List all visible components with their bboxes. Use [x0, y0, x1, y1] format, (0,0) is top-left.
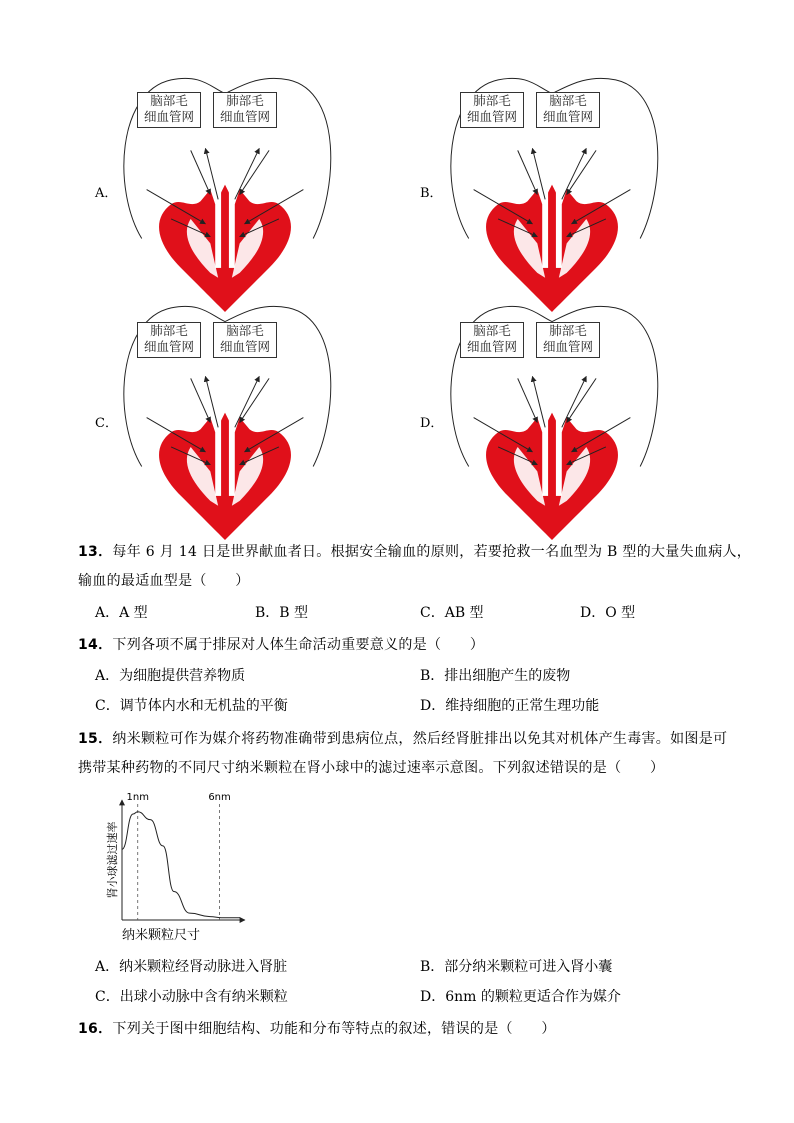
question-14: 14．下列各项不属于排尿对人体生命活动重要意义的是（ ）: [78, 637, 485, 653]
question-13: 13．每年 6 月 14 日是世界献血者日。根据安全输血的原则，若要抢救一名血型为 B 型的大量失血病人，: [78, 544, 752, 560]
option-a-letter: A．: [95, 186, 118, 201]
q15-option-c[interactable]: C．出球小动脉中含有纳米颗粒: [95, 989, 288, 1005]
option-b-left-box: 肺部毛 细血管网: [460, 92, 524, 128]
question-number: 14．: [78, 637, 113, 653]
option-c-left-box: 肺部毛 细血管网: [137, 322, 201, 358]
option-c-letter: C．: [95, 416, 118, 431]
question-number: 16．: [78, 1021, 113, 1037]
q15-option-d[interactable]: D．6nm 的颗粒更适合作为媒介: [420, 989, 621, 1005]
q14-option-b[interactable]: B．排出细胞产生的废物: [420, 668, 571, 684]
q14-option-c[interactable]: C．调节体内水和无机盐的平衡: [95, 698, 288, 714]
q13-option-c[interactable]: C．AB 型: [420, 605, 484, 621]
q15-option-b[interactable]: B．部分纳米颗粒可进入肾小囊: [420, 959, 613, 975]
q14-option-a[interactable]: A．为细胞提供营养物质: [95, 668, 246, 684]
marker-6nm-label: 6nm: [208, 792, 231, 803]
filtration-curve: [122, 812, 240, 918]
y-axis-label: 肾小球滤过速率: [106, 821, 119, 899]
option-b-letter: B．: [420, 186, 443, 201]
question-number: 15．: [78, 731, 113, 747]
q13-option-d[interactable]: D．O 型: [580, 605, 636, 621]
option-c-right-box: 脑部毛 细血管网: [213, 322, 277, 358]
question-15: 15．纳米颗粒可作为媒介将药物准确带到患病位点，然后经肾脏排出以免其对机体产生毒害。如图是可: [78, 731, 728, 747]
option-b-right-box: 脑部毛 细血管网: [536, 92, 600, 128]
q13-option-a[interactable]: A．A 型: [95, 605, 148, 621]
question-number: 13．: [78, 544, 113, 560]
question-16: 16．下列关于图中细胞结构、功能和分布等特点的叙述，错误的是（ ）: [78, 1021, 556, 1037]
x-axis-label: 纳米颗粒尺寸: [122, 928, 201, 943]
q13-option-b[interactable]: B．B 型: [255, 605, 309, 621]
marker-1nm-label: 1nm: [126, 792, 149, 803]
q15-option-a[interactable]: A．纳米颗粒经肾动脉进入肾脏: [95, 959, 288, 975]
option-a-right-box: 肺部毛 细血管网: [213, 92, 277, 128]
option-d-right-box: 肺部毛 细血管网: [536, 322, 600, 358]
filtration-rate-chart: [100, 788, 250, 943]
option-d-left-box: 脑部毛 细血管网: [460, 322, 524, 358]
option-d-letter: D．: [420, 416, 444, 431]
option-a-left-box: 脑部毛 细血管网: [137, 92, 201, 128]
question-13-line2: 输血的最适血型是（ ）: [78, 573, 250, 589]
question-15-line2: 携带某种药物的不同尺寸纳米颗粒在肾小球中的滤过速率示意图。下列叙述错误的是（ ）: [78, 760, 665, 776]
q14-option-d[interactable]: D．维持细胞的正常生理功能: [420, 698, 600, 714]
